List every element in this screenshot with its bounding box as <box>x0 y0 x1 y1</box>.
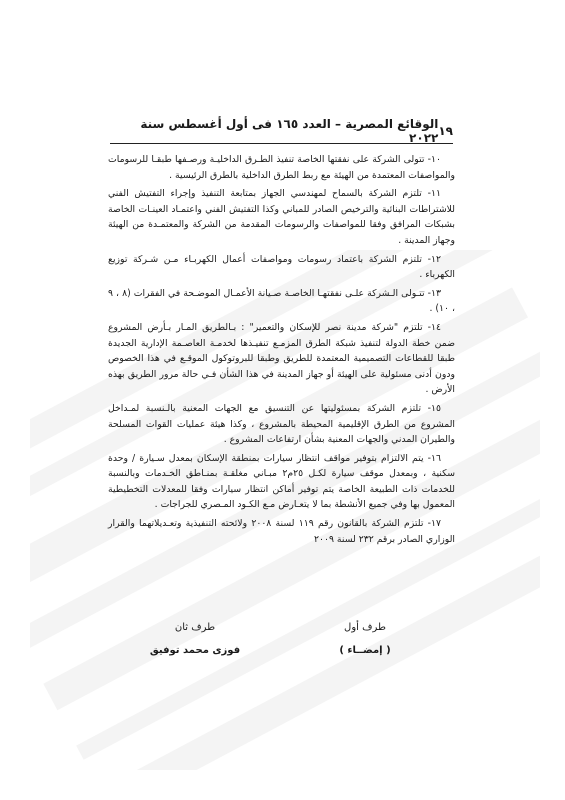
clause-16: ١٦- يتم الالتزام بتوفير مواقف انتظار سيارات بمنطقة الإسكان بمعدل سـيارة / وحدة سكنية ، وبمعدل موقف سيارة لكـل ٢٥م٢ مبـاني مغلقـة بمنـاطق الخـدمات وبالنسبة للخدمات ذات الطبيعة الخاصة يتم توفير أماكن انتظار سيارات وفقا للمعدلات التخطيطية المعمول بها وفي جميع الأنشطة بما لا يتعـارض مـع الكـود المـصري للجراجات . <box>108 452 455 511</box>
first-party-role: طرف أول <box>344 622 386 633</box>
clause-11: ١١- تلتزم الشركة بالسماح لمهندسي الجهاز بمتابعة التنفيذ وإجراء التفتيش الفني للاشتراطات البنائية والترخيص الصادر للمباني وكذا التفتيش الفني واعتمـاد العينـات الخاصة بشبكات المرافق وفقا للمواصفات والرسومات المقدمة من الشركة والمعتمـدة من الهيئة وجهاز المدينة . <box>108 188 455 246</box>
clause-14: ١٤- تلتزم "شركة مدينة نصر للإسكان والتعمير" : بـالطريق المـار بـأرض المشروع ضمن خطة الدولة لتنفيذ شبكة الطرق المزمـع تنفيـذها لخدمـة العاصـمة الإدارية الجديدة طبقا للقطاعات التصميمية المعتمدة للطريق وطبقا للبروتوكول الموقـع في هذا الخصوص ودون أدنى مسئولية على الهيئة أو جهاز المدينة في هذا الشأن فـي حالة مرور الطريق بهذه الأرض . <box>108 321 455 396</box>
signature-block <box>120 622 440 682</box>
second-party-signature <box>120 622 270 682</box>
clause-17: ١٧- تلتزم الشركة بالقانون رقم ١١٩ لسنة ٢٠٠٨ ولائحته التنفيذية وتعـديلاتهما والقرار الوزاري الصادر برقم ٢٣٢ لسنة ٢٠٠٩ <box>108 518 455 545</box>
header-divider <box>110 143 453 144</box>
document-body <box>108 152 455 550</box>
page-header <box>110 117 453 145</box>
first-party-signature <box>290 622 440 682</box>
gazette-title: الوقائع المصرية – العدد ١٦٥ فى أول أغسطس سنة ٢٠٢٢ <box>140 117 439 145</box>
clause-10: ١٠- تتولى الشركة على نفقتها الخاصة تنفيذ الطـرق الداخليـة ورصـفها طبقـا للرسومات والمواصفات المعتمدة من الهيئة مع ربط الطرق الداخلية بالطرق الرئيسية . <box>108 154 455 181</box>
clause-15: ١٥- تلتزم الشركة بمسئوليتها عن التنسيق مع الجهات المعنية بالـنسبة لمـداخل المشروع من الطرق الإقليمية المحيطة بالمشروع ، وكذا هيئة عمليات القوات المسلحة والطيران المدني والجهات المعنية بشأن ارتفاعات المشروع . <box>108 402 455 446</box>
page-number: ١٩ <box>438 124 453 138</box>
clause-12: ١٢- تلتزم الشركة باعتماد رسومات ومواصفات أعمال الكهربـاء مـن شـركة توزيع الكهرباء . <box>108 253 455 281</box>
second-party-role: طرف ثان <box>174 622 216 633</box>
first-party-name: ( إمضــاء ) <box>339 645 391 656</box>
second-party-name: فوزى محمد توفيق <box>149 645 241 656</box>
clause-13: ١٣- تتـولى الـشركة علـى نفقتهـا الخاصـة صـيانة الأعمـال الموضـحة في الفقرات (٨ ، ٩ ، ١٠) . <box>108 287 455 315</box>
